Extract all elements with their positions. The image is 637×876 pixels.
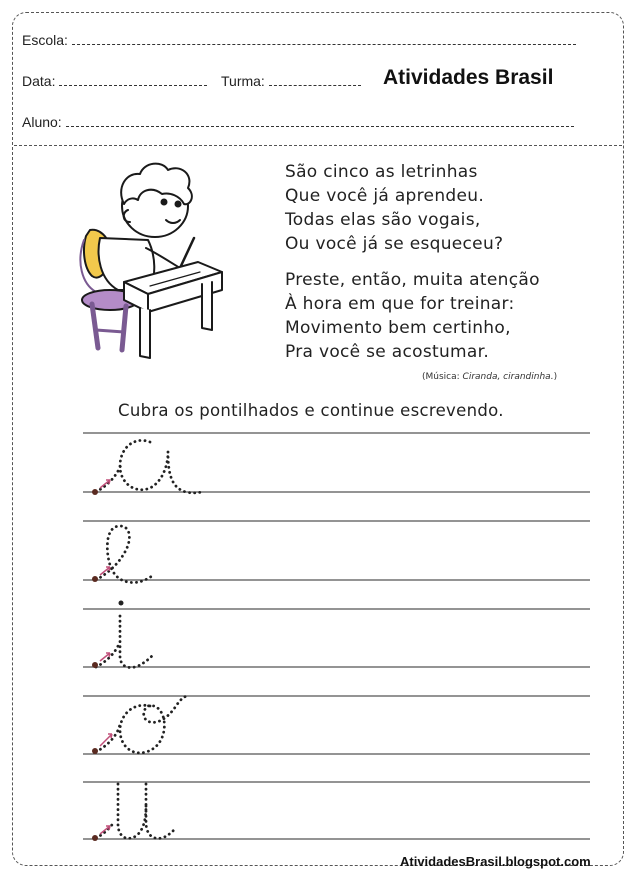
dotted-letter-e[interactable]	[96, 526, 152, 583]
instruction-text: Cubra os pontilhados e continue escrevendo.	[118, 401, 504, 420]
turma-label: Turma:	[221, 73, 265, 89]
poem-line: Pra você se acostumar.	[285, 342, 490, 362]
aluno-label: Aluno:	[22, 114, 62, 130]
poem-line: Todas elas são vogais,	[285, 210, 481, 230]
start-dot	[92, 489, 98, 495]
child-eye-right	[176, 202, 181, 207]
poem-line: São cinco as letrinhas	[285, 162, 478, 182]
poem-stanza-2	[285, 268, 540, 364]
footer-url: AtividadesBrasil.blogspot.com	[400, 854, 591, 869]
i-dot	[119, 601, 124, 606]
dotted-letter-i[interactable]	[96, 616, 154, 668]
poem-stanza-1	[285, 160, 503, 256]
poem-line: Movimento bem certinho,	[285, 318, 511, 338]
dotted-letter-u[interactable]	[96, 784, 176, 838]
credit-title: Ciranda, cirandinha.	[462, 372, 554, 382]
desk-leg-right	[202, 282, 212, 330]
dotted-letter-a[interactable]	[96, 440, 204, 492]
child-eye-left	[162, 200, 167, 205]
poem-line: Preste, então, muita atenção	[285, 270, 540, 290]
chair-leg-1	[92, 304, 98, 348]
credit-suffix: )	[553, 372, 558, 382]
child-at-desk-illustration	[80, 164, 222, 358]
chair-leg-2	[122, 306, 126, 350]
start-dot	[92, 662, 98, 668]
data-label: Data:	[22, 73, 56, 89]
direction-arrow	[100, 734, 112, 746]
start-markers	[92, 480, 124, 841]
desk-leg-left	[140, 308, 150, 358]
start-dot	[92, 576, 98, 582]
poem-line: Ou você já se esqueceu?	[285, 234, 504, 254]
start-dot	[92, 835, 98, 841]
writing-lines	[83, 433, 590, 839]
poem-line: À hora em que for treinar:	[285, 294, 515, 314]
poem-line: Que você já aprendeu.	[285, 186, 485, 206]
start-dot	[92, 748, 98, 754]
brand-title: Atividades Brasil	[383, 66, 554, 89]
chair-rung	[96, 330, 124, 332]
escola-label: Escola:	[22, 32, 68, 48]
poem-credit	[422, 372, 557, 382]
dotted-letter-o[interactable]	[96, 696, 188, 753]
credit-prefix: (Música:	[422, 372, 463, 382]
